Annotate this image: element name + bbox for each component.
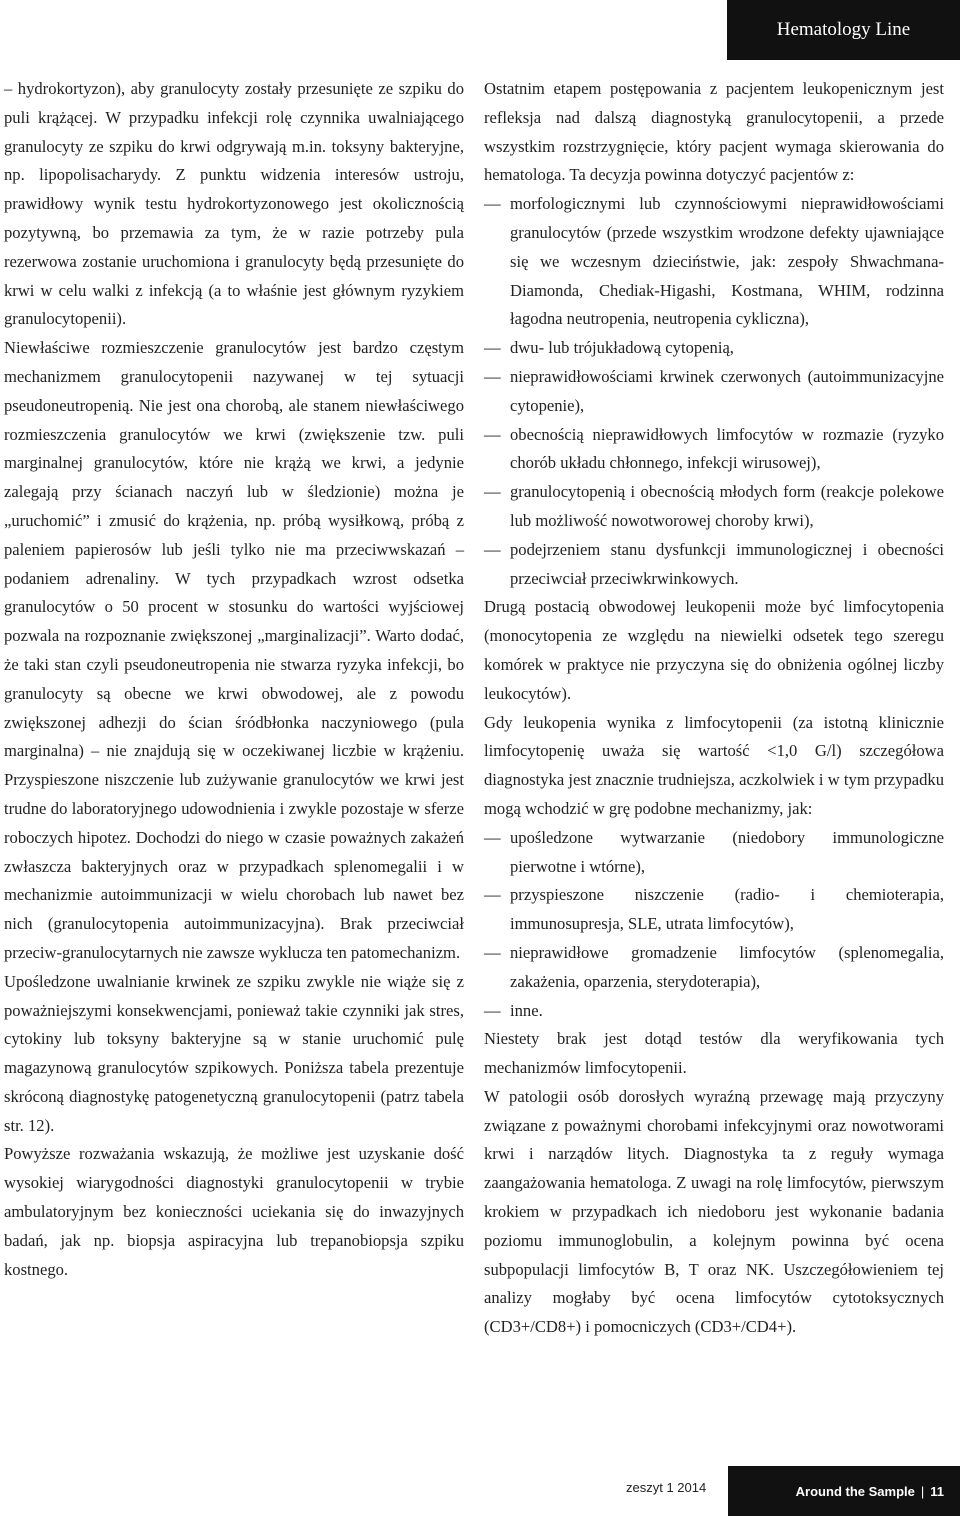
section-header [727,0,960,60]
issue-label: zeszyt 1 2014 [626,1480,707,1495]
paragraph: Niestety brak jest dotąd testów dla weryfikowania tych mechanizmów limfocytopenii. [484,1029,944,1078]
footer-separator: | [920,1483,925,1499]
magazine-name: Around the Sample [795,1483,915,1499]
list-item: — podejrzeniem stanu dysfunkcji immunologicznej i obecności przeciwciał przeciwkrwinkowych. [484,536,944,594]
list-item: — upośledzone wytwarzanie (niedobory immunologiczne pierwotne i wtórne), [484,824,944,882]
paragraph: Gdy leukopenia wynika z limfocytopenii (za istotną klinicznie limfocytopenię uważa się wartość <1,0 G/l) szczegółowa diagnostyka jest znacznie trudniejsza, aczkolwiek i w tym przypadku mogą wchodzić w grę podobne mechanizmy, jak: [484,712,944,818]
list-item: — granulocytopenią i obecnością młodych form (reakcje polekowe lub możliwość nowotworowej choroby krwi), [484,478,944,536]
list-item: — nieprawidłowościami krwinek czerwonych (autoimmunizacyjne cytopenie), [484,363,944,421]
paragraph: Drugą postacią obwodowej leukopenii może być limfocytopenia (monocytopenia ze względu na niewielki odsetek tego szeregu komórek w praktyce nie przyczyna się do obniżenia ogólnej liczby leukocytów). [484,597,944,703]
left-column [4,75,464,1284]
page-number: 11 [930,1483,944,1499]
paragraph: Niewłaściwe rozmieszczenie granulocytów jest bardzo częstym mechanizmem granulocytopenii nazywanej w tej sytuacji pseudoneutropenią. Nie jest ona chorobą, ale stanem niewłaściwego rozmieszczenia granulocytów we krwi (zwiększenie tzw. puli marginalnej granulocytów, które nie krążą we krwi, a jedynie zalegają przy ścianach naczyń lub w śledzionie) można je „uruchomić” i zmusić do krążenia, np. próbą wysiłkową, próbą z paleniem papierosów lub jeśli tylko nie ma przeciwwskazań – podaniem adrenaliny. W tych przypadkach wzrost odsetka granulocytów o 50 procent w stosunku do wartości wyjściowej pozwala na rozpoznanie zwiększonej „marginalizacji”. Warto dodać, że taki stan czyli pseudoneutropenia nie stwarza ryzyka infekcji, bo granulocyty są obecne we krwi obwodowej, ale z powodu zwiększonej adhezji do ścian śródbłonka naczyniowego (pula marginalna) – nie znajdują się w oczekiwanej liczbie w krążeniu. Przyspieszone niszczenie lub zużywanie granulocytów we krwi jest trudne do laboratoryjnego udowodnienia i zwykle pozostaje w sferze roboczych hipotez. Dochodzi do niego w czasie poważnych zakażeń zwłaszcza bakteryjnych oraz w przypadkach splenomegalii i w mechanizmie autoimmunizacji w wielu chorobach lub nawet bez nich (granulocytopenia autoimmunizacyjna). Brak przeciwciał przeciw-granulocytarnych nie zawsze wyklucza ten patomechanizm. [4,338,464,962]
list-item: — dwu- lub trójukładową cytopenią, [484,334,944,363]
list-item: — przyspieszone niszczenie (radio- i chemioterapia, immunosupresja, SLE, utrata limfocytów), [484,881,944,939]
paragraph: Powyższe rozważania wskazują, że możliwe jest uzyskanie dość wysokiej wiarygodności diagnostyki granulocytopenii w trybie ambulatoryjnym bez konieczności uciekania się do inwazyjnych badań, jak np. biopsja aspiracyjna lub trepanobiopsja szpiku kostnego. [4,1144,464,1279]
paragraph: Upośledzone uwalnianie krwinek ze szpiku zwykle nie wiąże się z poważniejszymi konsekwencjami, ponieważ takie czynniki jak stres, cytokiny lub toksyny bakteryjne są w stanie uruchomić pulę magazynową granulocytów szpikowych. Poniższa tabela prezentuje skróconą diagnostykę patogenetyczną granulocytopenii (patrz tabela str. 12). [4,971,464,1135]
paragraph-intro: Ostatnim etapem postępowania z pacjentem leukopenicznym jest refleksja nad dalszą diagnostyką granulocytopenii, a przede wszystkim rozstrzygnięcie, który pacjent wymaga skierowania do hematologa. Ta decyzja powinna dotyczyć pacjentów z: [484,79,944,185]
referral-criteria-list [484,190,944,593]
footer-band [728,1466,960,1516]
list-item: — inne. [484,997,944,1026]
right-column [484,75,944,1342]
list-item: — morfologicznymi lub czynnościowymi nieprawidłowościami granulocytów (przede wszystkim wrodzone defekty ujawniające się we wczesnym dzieciństwie, jak: zespoły Shwachmana-Diamonda, Chediak-Higashi, Kostmana, WHIM, rodzinna łagodna neutropenia, neutropenia cykliczna), [484,190,944,334]
paragraph: W patologii osób dorosłych wyraźną przewagę mają przyczyny związane z poważnymi chorobami infekcyjnymi oraz nowotworami krwi i narządów litych. Diagnostyka ta z reguły wymaga zaangażowania hematologa. Z uwagi na rolę limfocytów, pierwszym krokiem w przypadkach ich niedoboru jest wykonanie badania poziomu immunoglobulin, a kolejnym powinna być ocena subpopulacji limfocytów B, T oraz NK. Uszczegółowieniem tej analizy mogłaby być ocena limfocytów cytotoksycznych (CD3+/CD8+) i pomocniczych (CD3+/CD4+). [484,1086,944,1337]
list-item: — nieprawidłowe gromadzenie limfocytów (splenomegalia, zakażenia, oparzenia, sterydoterapia), [484,939,944,997]
list-item: — obecnością nieprawidłowych limfocytów w rozmazie (ryzyko chorób układu chłonnego, infekcji wirusowej), [484,421,944,479]
mechanisms-list [484,824,944,1026]
paragraph: – hydrokortyzon), aby granulocyty zostały przesunięte ze szpiku do puli krążącej. W przypadku infekcji rolę czynnika uwalniającego granulocyty ze szpiku do krwi odgrywają m.in. toksyny bakteryjne, np. lipopolisacharydy. Z punktu widzenia interesów ustroju, prawidłowy wynik testu hydrokortyzonowego jest okolicznością pozytywną, bo przemawia za tym, że w razie potrzeby pula rezerwowa zostanie uruchomiona i granulocyty będą przesunięte do krwi w celu walki z infekcją (a to właśnie jest głównym ryzykiem granulocytopenii). [4,79,464,329]
section-title: Hematology Line [776,19,911,40]
